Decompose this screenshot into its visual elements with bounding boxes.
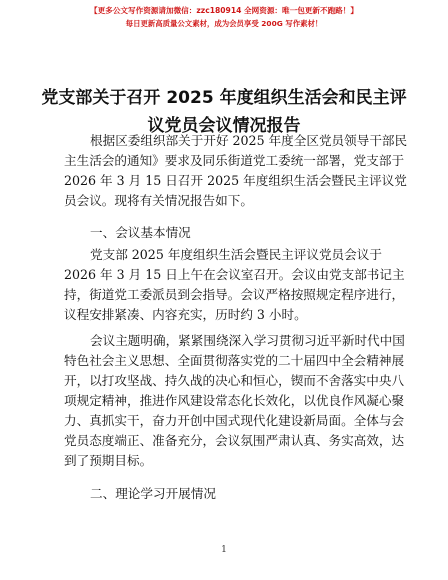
intro-line: 2026 年 3 月 15 日召开 2025 年度组织生活会暨民主评议党 (64, 173, 407, 188)
paragraph-line: 到了预期目标。 (64, 453, 153, 468)
document-title-line-2: 议党员会议情况报告 (147, 116, 301, 136)
section-1-paragraph-2 (64, 331, 405, 471)
intro-line: 员会议。现将有关情况报告如下。 (64, 193, 253, 208)
promo-banner-line-1: 【更多公文写作资源请加微信：zzc180914 全网资源：唯一包更新不跑路！】 (90, 6, 358, 15)
page-number: 1 (221, 545, 227, 555)
paragraph-line: 项规定精神，推进作风建设常态化长效化，以优良作风凝心聚 (64, 393, 405, 408)
intro-line: 主生活会的通知》要求及同乐街道党工委统一部署，党支部于 (64, 153, 405, 168)
intro-paragraph (64, 131, 408, 211)
section-1-heading: 一、会议基本情况 (90, 225, 191, 240)
paragraph-line: 会议主题明确，紧紧围绕深入学习贯彻习近平新时代中国 (90, 333, 405, 348)
document-title-line-1: 党支部关于召开 2025 年度组织生活会和民主评 (41, 88, 407, 108)
promo-banner-line-2: 每日更新高质量公文素材，成为会员享受 200G 写作素材！ (125, 19, 323, 28)
section-1-paragraph-1 (64, 245, 405, 325)
intro-line: 根据区委组织部关于开好 2025 年度全区党员领导干部民 (90, 133, 408, 148)
paragraph-line: 力、真抓实干，奋力开创中国式现代化建设新局面。全体与会 (64, 413, 405, 428)
paragraph-line: 持，街道党工委派员到会指导。会议严格按照规定程序进行， (64, 287, 405, 302)
section-2-heading: 二、理论学习开展情况 (90, 486, 216, 501)
paragraph-line: 党员态度端正、准备充分，会议氛围严肃认真、务实高效，达 (64, 433, 405, 448)
paragraph-line: 议程安排紧凑、内容充实，历时约 3 小时。 (64, 307, 307, 322)
paragraph-line: 开，以打攻坚战、持久战的决心和恒心，锲而不舍落实中央八 (64, 373, 405, 388)
paragraph-line: 特色社会主义思想、全面贯彻落实党的二十届四中全会精神展 (64, 353, 405, 368)
paragraph-line: 党支部 2025 年度组织生活会暨民主评议党员会议于 (90, 247, 382, 262)
paragraph-line: 2026 年 3 月 15 日上午在会议室召开。会议由党支部书记主 (64, 267, 405, 282)
